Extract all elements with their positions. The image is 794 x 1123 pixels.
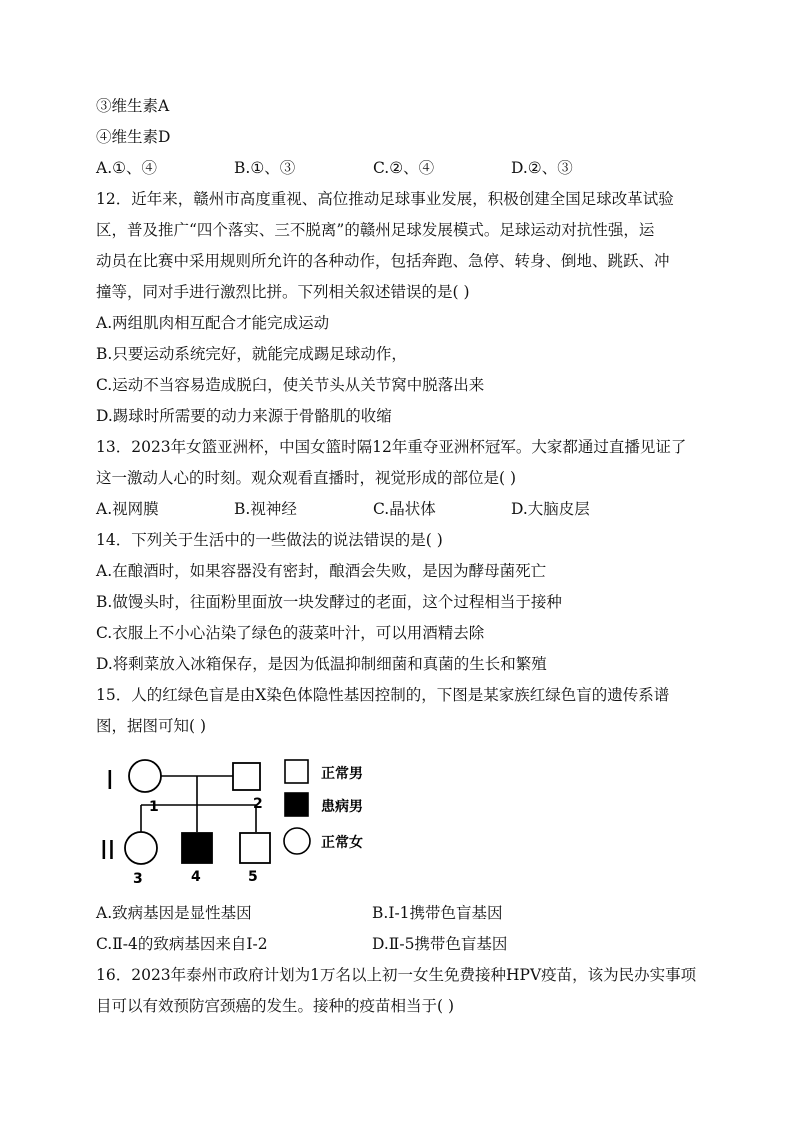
individual-i-1-female <box>129 760 161 792</box>
q16-stem-line-1: 16．2023年泰州市政府计划为1万名以上初一女生免费接种HPV疫苗，该为民办实事项 <box>96 966 697 984</box>
individual-ii-5-male <box>240 833 270 863</box>
individual-ii-4-affected-male <box>182 833 212 863</box>
q14-choice-c: C.衣服上不小心沾染了绿色的菠菜叶汁，可以用酒精去除 <box>96 624 485 642</box>
q12-stem-line-4: 撞等，同对手进行激烈比拼。下列相关叙述错误的是( ) <box>96 283 470 301</box>
legend-normal-female-label: 正常女 <box>321 835 363 851</box>
q15-choice-d: D.Ⅱ-5携带色盲基因 <box>372 935 508 953</box>
q12-stem-line-2: 区，普及推广“四个落实、三不脱离”的赣州足球发展模式。足球运动对抗性强，运 <box>96 221 655 239</box>
individual-i-2-male <box>233 763 260 790</box>
q15-choice-a: A.致病基因是显性基因 <box>96 904 252 922</box>
legend-affected-male-icon <box>285 793 308 816</box>
q15-choice-b: B.I-1携带色盲基因 <box>372 904 503 922</box>
q11-choice-d: D.②、③ <box>511 159 573 177</box>
q15-stem-line-1: 15．人的红绿色盲是由X染色体隐性基因控制的，下图是某家族红绿色盲的遗传系谱 <box>96 686 670 704</box>
pedigree-svg <box>96 752 396 890</box>
individual-ii-3-female <box>125 832 157 864</box>
q13-choice-a: A.视网膜 <box>96 500 159 518</box>
q11-choice-c: C.②、④ <box>373 159 435 177</box>
q14-stem: 14．下列关于生活中的一些做法的说法错误的是( ) <box>96 531 443 549</box>
q11-option-3: ③维生素A <box>96 97 170 115</box>
q12-choice-c: C.运动不当容易造成脱臼，使关节头从关节窝中脱落出来 <box>96 376 485 394</box>
q14-choice-a: A.在酿酒时，如果容器没有密封，酿酒会失败，是因为酵母菌死亡 <box>96 562 547 580</box>
q11-choice-a: A.①、④ <box>96 159 158 177</box>
generation-label-1: I <box>106 766 114 796</box>
q12-choice-d: D.踢球时所需要的动力来源于骨骼肌的收缩 <box>96 407 392 425</box>
q15-choice-c: C.Ⅱ-4的致病基因来自I-2 <box>96 935 268 953</box>
legend-normal-male-icon <box>285 760 308 783</box>
q12-choice-a: A.两组肌肉相互配合才能完成运动 <box>96 314 330 332</box>
q13-stem-line-2: 这一激动人心的时刻。观众观看直播时，视觉形成的部位是( ) <box>96 469 517 487</box>
q16-stem-line-2: 目可以有效预防宫颈癌的发生。接种的疫苗相当于( ) <box>96 997 455 1015</box>
legend-normal-male-label: 正常男 <box>321 766 363 782</box>
label-4: 4 <box>191 869 201 885</box>
q11-option-4: ④维生素D <box>96 128 171 146</box>
q14-choice-d: D.将剩菜放入冰箱保存，是因为低温抑制细菌和真菌的生长和繁殖 <box>96 655 547 673</box>
pedigree-chart <box>96 752 396 890</box>
q11-choice-b: B.①、③ <box>234 159 296 177</box>
legend-normal-female-icon <box>284 828 310 854</box>
q14-choice-b: B.做馒头时，往面粉里面放一块发酵过的老面，这个过程相当于接种 <box>96 593 562 611</box>
q13-choice-d: D.大脑皮层 <box>511 500 590 518</box>
label-2: 2 <box>253 796 263 812</box>
generation-label-2: II <box>100 836 116 866</box>
legend-affected-male-label: 患病男 <box>321 799 363 815</box>
label-3: 3 <box>133 871 143 887</box>
label-5: 5 <box>248 869 258 885</box>
q15-stem-line-2: 图，据图可知( ) <box>96 717 207 735</box>
label-1: 1 <box>149 799 159 815</box>
q12-choice-b: B.只要运动系统完好，就能完成踢足球动作， <box>96 345 407 363</box>
q13-stem-line-1: 13．2023年女篮亚洲杯，中国女篮时隔12年重夺亚洲杯冠军。大家都通过直播见证了 <box>96 438 687 456</box>
q12-stem-line-1: 12．近年来，赣州市高度重视、高位推动足球事业发展，积极创建全国足球改革试验 <box>96 190 674 208</box>
q13-choice-c: C.晶状体 <box>373 500 436 518</box>
q12-stem-line-3: 动员在比赛中采用规则所允许的各种动作，包括奔跑、急停、转身、倒地、跳跃、冲 <box>96 252 670 270</box>
q13-choice-b: B.视神经 <box>234 500 297 518</box>
